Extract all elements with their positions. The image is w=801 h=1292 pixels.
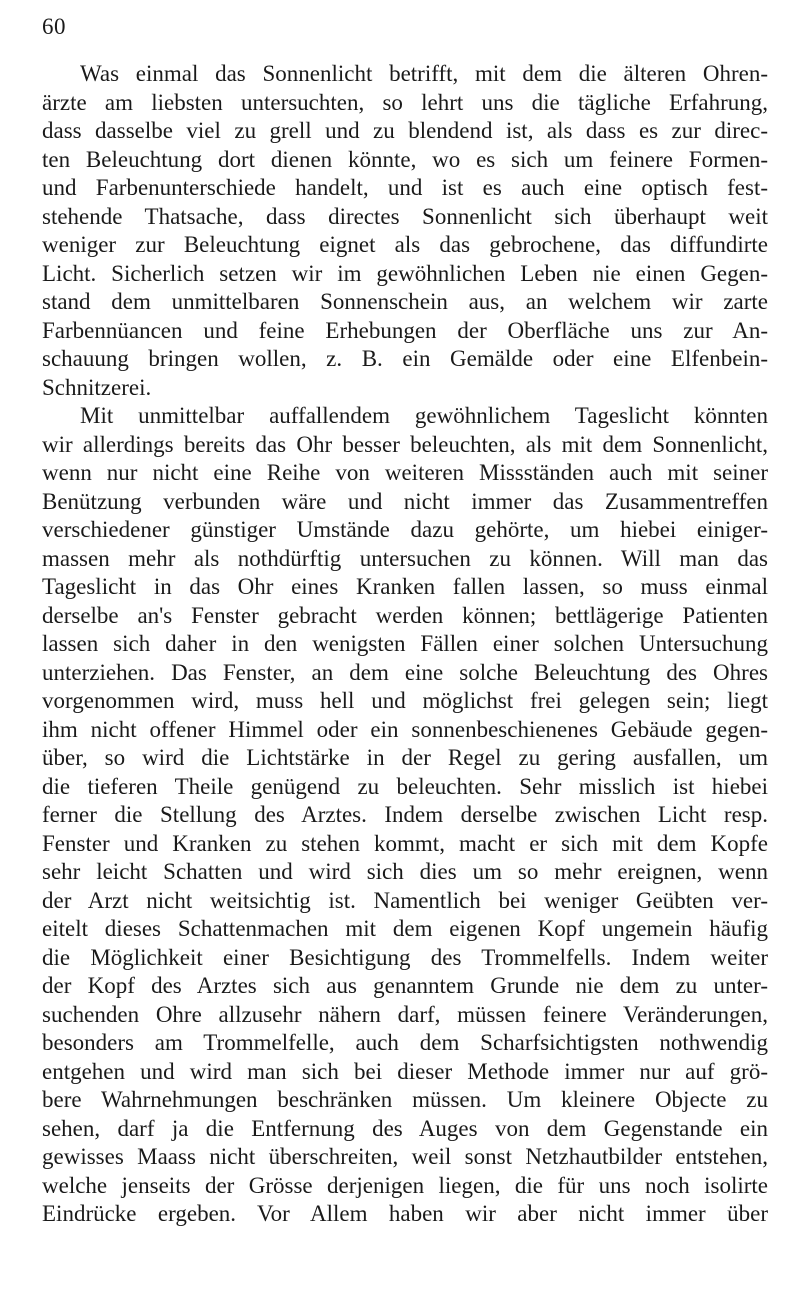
text-line: unterziehen. Das Fenster, an dem eine solche Beleuchtung des Ohres xyxy=(42,659,768,685)
text-line: die Möglichkeit einer Besichtigung des Trommelfells. Indem weiter xyxy=(42,944,768,970)
text-line: bere Wahrnehmungen beschränken müssen. Um kleinere Objecte zu xyxy=(42,1087,768,1112)
text-line: Fenster und Kranken zu stehen kommt, macht er sich mit dem Kopfe xyxy=(42,830,768,856)
text-line: schauung bringen wollen, z. B. ein Gemälde oder eine Elfenbein- xyxy=(42,346,768,371)
body-text xyxy=(42,60,768,1229)
text-line: ferner die Stellung des Arztes. Indem derselbe zwischen Licht resp. xyxy=(42,802,768,827)
text-line: sehr leicht Schatten und wird sich dies um so mehr ereignen, wenn xyxy=(42,859,768,884)
text-line: Eindrücke ergeben. Vor Allem haben wir aber nicht immer über xyxy=(42,1201,768,1226)
text-line: Tageslicht in das Ohr eines Kranken fallen lassen, so muss einmal xyxy=(42,574,768,599)
text-line: massen mehr als nothdürftig untersuchen zu können. Will man das xyxy=(42,545,768,571)
text-line: und Farbenunterschiede handelt, und ist es auch eine optisch fest- xyxy=(42,175,768,200)
text-line: Farbennüancen und feine Erhebungen der Oberfläche uns zur An- xyxy=(42,317,768,343)
text-line: Schnitzerei. xyxy=(42,374,152,400)
text-line: der Kopf des Arztes sich aus genanntem Grunde nie dem zu unter- xyxy=(42,973,768,998)
page-number: 60 xyxy=(42,14,66,39)
text-line: lassen sich daher in den wenigsten Fällen einer solchen Untersuchung xyxy=(42,631,768,656)
text-line: vorgenommen wird, muss hell und möglichst frei gelegen sein; liegt xyxy=(42,688,768,713)
text-line: Licht. Sicherlich setzen wir im gewöhnlichen Leben nie einen Gegen- xyxy=(42,260,768,286)
text-line: wenn nur nicht eine Reihe von weiteren Missständen auch mit seiner xyxy=(42,460,768,485)
text-line: Benützung verbunden wäre und nicht immer das Zusammentreffen xyxy=(42,488,768,514)
text-line: weniger zur Beleuchtung eignet als das gebrochene, das diffundirte xyxy=(42,232,768,257)
text-line: sehen, darf ja die Entfernung des Auges von dem Gegenstande ein xyxy=(42,1115,768,1141)
text-line: eitelt dieses Schattenmachen mit dem eigenen Kopf ungemein häufig xyxy=(42,916,768,941)
text-line: wir allerdings bereits das Ohr besser beleuchten, als mit dem Sonnenlicht, xyxy=(42,431,768,457)
text-line: über, so wird die Lichtstärke in der Regel zu gering ausfallen, um xyxy=(42,745,768,770)
text-line: derselbe an's Fenster gebracht werden können; bettlägerige Patienten xyxy=(42,602,768,628)
text-line: ihm nicht offener Himmel oder ein sonnenbeschienenes Gebäude gegen- xyxy=(42,716,768,742)
text-line: besonders am Trommelfelle, auch dem Scharfsichtigsten nothwendig xyxy=(42,1030,768,1055)
text-line: verschiedener günstiger Umstände dazu gehörte, um hiebei einiger- xyxy=(42,517,768,542)
text-line: stand dem unmittelbaren Sonnenschein aus, an welchem wir zarte xyxy=(42,289,768,314)
text-line: ärzte am liebsten untersuchten, so lehrt uns die tägliche Erfahrung, xyxy=(42,89,768,115)
text-line: Was einmal das Sonnenlicht betrifft, mit dem die älteren Ohren- xyxy=(80,61,768,86)
text-line: der Arzt nicht weitsichtig ist. Namentlich bei weniger Geübten ver- xyxy=(42,887,768,913)
text-line: welche jenseits der Grösse derjenigen liegen, die für uns noch isolirte xyxy=(42,1172,768,1198)
text-line: ten Beleuchtung dort dienen könnte, wo es sich um feinere Formen- xyxy=(42,146,768,172)
text-line: suchenden Ohre allzusehr nähern darf, müssen feinere Veränderungen, xyxy=(42,1001,768,1027)
text-line: gewisses Maass nicht überschreiten, weil sonst Netzhautbilder entstehen, xyxy=(42,1144,768,1169)
text-line: dass dasselbe viel zu grell und zu blendend ist, als dass es zur direc- xyxy=(42,118,768,143)
text-line: entgehen und wird man sich bei dieser Methode immer nur auf grö- xyxy=(42,1058,768,1084)
text-line: stehende Thatsache, dass directes Sonnenlicht sich überhaupt weit xyxy=(42,203,768,229)
text-line: Mit unmittelbar auffallendem gewöhnlichem Tageslicht könnten xyxy=(80,403,768,428)
text-line: die tieferen Theile genügend zu beleuchten. Sehr misslich ist hiebei xyxy=(42,773,768,799)
